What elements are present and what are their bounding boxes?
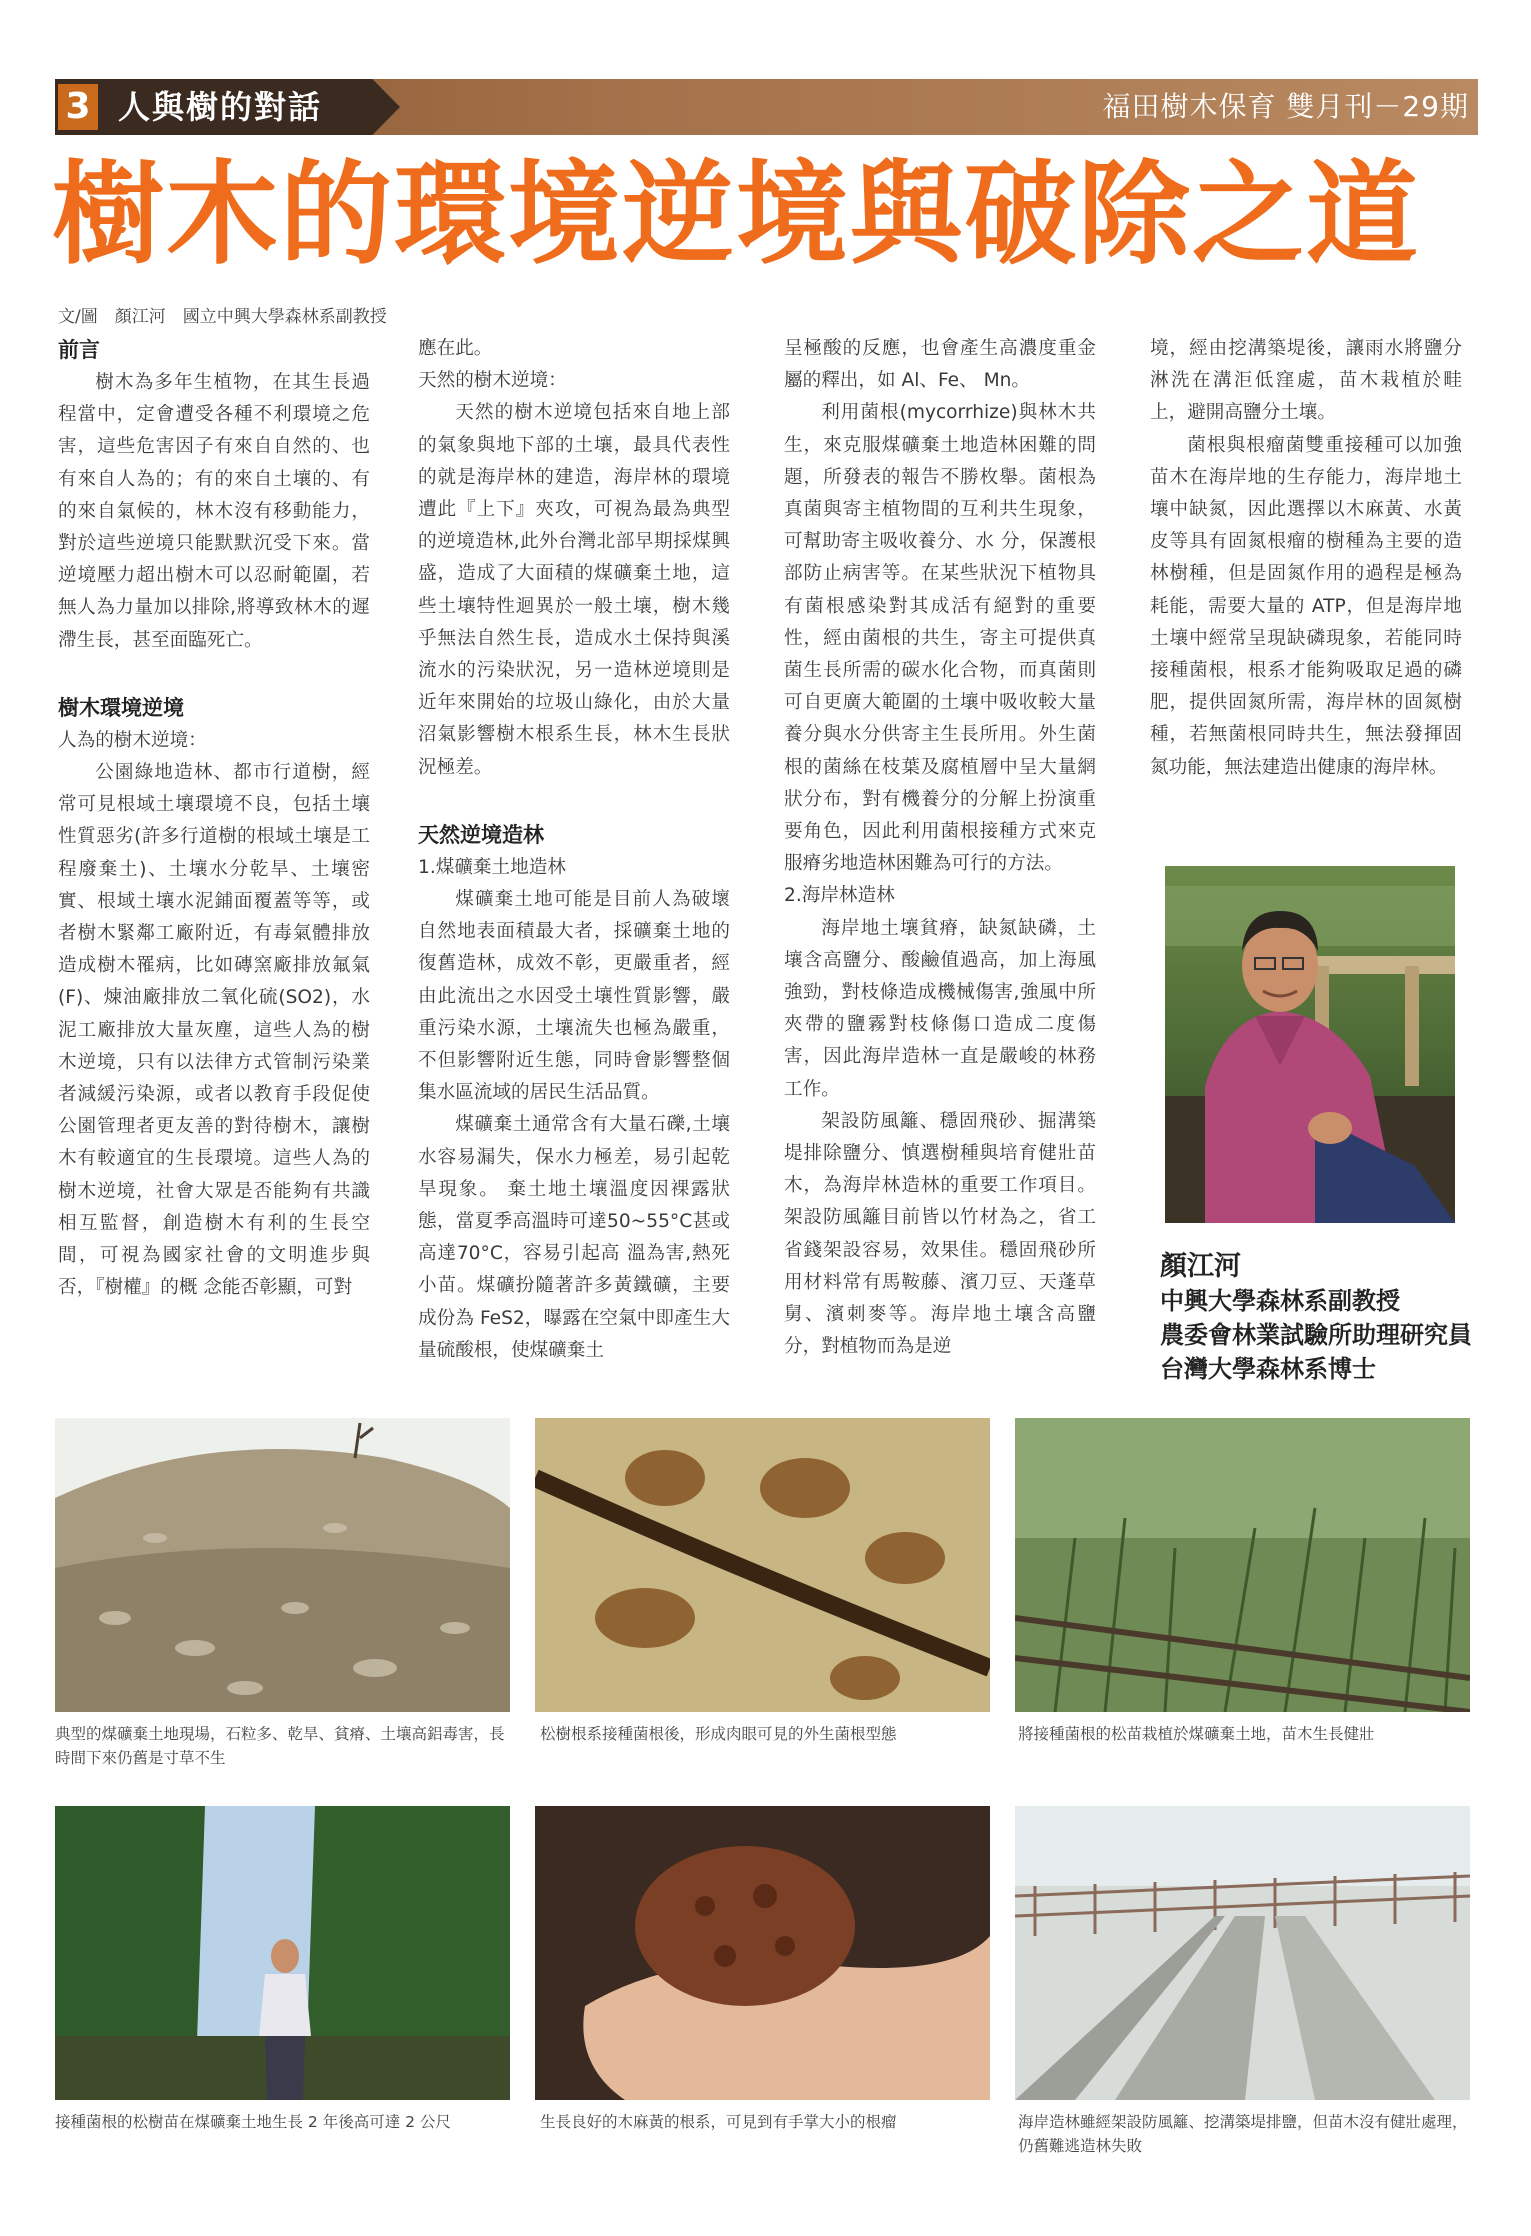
paragraph: 菌根與根瘤菌雙重接種可以加強苗木在海岸地的生存能力，海岸地土壤中缺氮，因此選擇以木麻黃、水黃皮等具有固氮根瘤的樹種為主要的造林樹種，但是固氮作用的過程是極為耗能，需要大量的 ATP，但是海岸地土壤中經常呈現缺磷現象，若能同時接種菌根，根系才能夠吸取足過的磷肥，提供固氮所需，海岸林的固氮樹種，若無菌根同時共生，無法發揮固氮功能，無法建造出健康的海岸林。	[1150, 434, 1462, 778]
photo-mycorrhiza-roots	[535, 1418, 990, 1712]
author-title-1: 中興大學森林系副教授	[1160, 1287, 1400, 1315]
photo-coastal-afforestation	[1015, 1806, 1470, 2100]
caption-1: 典型的煤礦棄土地現場，石粒多、乾旱、貧瘠、土壤高鋁毒害，長時間下來仍舊是寸草不生	[55, 1725, 505, 1767]
caption-6: 海岸造林雖經架設防風籬、挖溝築堤排鹽，但苗木沒有健壯處理，仍舊難逃造林失敗	[1018, 2113, 1468, 2155]
heading-natural-stress: 天然逆境造林	[418, 822, 544, 847]
subheading: 天然的樹木逆境：	[418, 370, 567, 392]
photo-man-with-pines	[55, 1806, 510, 2100]
photo-root-nodules-hand	[535, 1806, 990, 2100]
paragraph: 煤礦棄土通常含有大量石礫,土壤水容易漏失，保水力極差，易引起乾旱現象。 棄土地土壤溫度因裸露狀態，當夏季高溫時可達50~55°C甚或高達70°C，容易引起高 溫為害,熱死小苗。煤礦扮隨著許多黃鐵礦，主要成份為 FeS2，曝露在空氣中即產生大量硫酸根，使煤礦棄土	[418, 1114, 730, 1361]
paragraph: 煤礦棄土地可能是目前人為破壞自然地表面積最大者，採礦棄土地的復舊造林，成效不彰，更嚴重者，經由此流出之水因受土壤性質影響，嚴重污染水源，土壤流失也極為嚴重，不但影響附近生態，同時會影響整個集水區流域的居民生活品質。	[418, 889, 730, 1104]
author-title-2: 農委會林業試驗所助理研究員	[1160, 1321, 1472, 1349]
paragraph: 利用菌根(mycorrhize)與林木共生，來克服煤礦棄土地造林困難的問題，所發表的報告不勝枚舉。菌根為真菌與寄主植物間的互利共生現象，可幫助寄主吸收養分、水 分，保護根部防止病害等。在某些狀況下植物具有菌根感染對其成活有絕對的重要性，經由菌根的共生，寄主可提供真菌生長所需的碳水化合物，而真菌則可自更廣大範圍的土壤中吸收較大量養分與水分供寄主生長所用。外生菌根的菌絲在枝葉及腐植層中呈大量網狀分布，對有機養分的分解上扮演重要角色，因此利用菌根接種方式來克服瘠劣地造林困難為可行的方法。	[784, 402, 1096, 875]
subheading: 2.海岸林造林	[784, 885, 895, 907]
issue-label: 福田樹木保育 雙月刊－29期	[1102, 90, 1469, 123]
column-2	[418, 333, 730, 1367]
paragraph: 呈極酸的反應，也會產生高濃度重金屬的釋出，如 Al、Fe、 Mn。	[784, 338, 1096, 392]
paragraph: 應在此。	[418, 338, 493, 359]
heading-tree-stress: 樹木環境逆境	[58, 695, 184, 720]
author-info	[1160, 1250, 1490, 1386]
paragraph: 境，經由挖溝築堤後，讓雨水將鹽分淋洗在溝洰低窪處，苗木栽植於畦上，避開高鹽分土壤。	[1150, 338, 1462, 424]
heading-intro: 前言	[58, 338, 100, 362]
paragraph: 公園綠地造林、都市行道樹，經常可見根域土壤環境不良，包括土壤性質惡劣(許多行道樹的根域土壤是工程廢棄土)、土壤水分乾旱、土壤密實、根域土壤水泥鋪面覆蓋等等，或者樹木緊鄰工廠附近，有毒氣體排放造成樹木罹病，比如磚窯廠排放氟氣 (F)、煉油廠排放二氧化硫(SO2)，水泥工廠排放大量灰塵，這些人為的樹木逆境，只有以法律方式管制污染業者減緩污染源，或者以教育手段促使公園管理者更友善的對待樹木，讓樹木有較適宜的生長環境。這些人為的樹木逆境，社會大眾是否能夠有共識 相互監督，創造樹木有利的生長空間，可視為國家社會的文明進步與否，『樹權』的概 念能否彰顯，可對	[58, 762, 370, 1299]
caption-3: 將接種菌根的松苗栽植於煤礦棄土地，苗木生長健壯	[1018, 1725, 1375, 1743]
caption-4: 接種菌根的松樹苗在煤礦棄土地生長 2 年後高可達 2 公尺	[55, 2113, 451, 2131]
paragraph: 樹木為多年生植物，在其生長過程當中，定會遭受各種不利環境之危害，這些危害因子有來自自然的、也有來自人為的；有的來自土壤的、有的來自氣候的，林木沒有移動能力，對於這些逆境只能默默沉受下來。當逆境壓力超出樹木可以忍耐範圍，若無人為力量加以排除,將導致林木的遲滯生長，甚至面臨死亡。	[58, 372, 370, 651]
page-title: 樹木的環境逆境與破除之道	[52, 150, 1420, 280]
column-4	[1150, 333, 1462, 784]
caption-2: 松樹根系接種菌根後，形成肉眼可見的外生菌根型態	[540, 1725, 897, 1743]
byline: 文/圖 顏江河 國立中興大學森林系副教授	[58, 307, 387, 327]
author-photo	[1165, 866, 1455, 1223]
author-name: 顏江河	[1160, 1251, 1241, 1282]
author-title-3: 台灣大學森林系博士	[1160, 1355, 1376, 1383]
subheading: 人為的樹木逆境：	[58, 729, 207, 751]
photo-coal-spoil-site	[55, 1418, 510, 1712]
subheading: 1.煤礦棄土地造林	[418, 856, 566, 878]
caption-5: 生長良好的木麻黃的根系，可見到有手掌大小的根瘤	[540, 2113, 897, 2131]
photo-pine-seedlings	[1015, 1418, 1470, 1712]
column-1	[58, 333, 370, 1304]
section-title: 人與樹的對話	[118, 88, 323, 126]
paragraph: 天然的樹木逆境包括來自地上部的氣象與地下部的土壤，最具代表性的就是海岸林的建造，海岸林的環境遭此『上下』夾攻，可視為最為典型的逆境造林,此外台灣北部早期採煤興盛，造成了大面積的煤礦棄土地，這些土壤特性迴異於一般土壤，樹木幾乎無法自然生長，造成水土保持與溪流水的污染狀況，另一造林逆境則是近年來開始的垃圾山綠化，由於大量沼氣影響樹木根系生長，林木生長狀況極差。	[418, 402, 730, 778]
paragraph: 架設防風籬、穩固飛砂、掘溝築堤排除鹽分、慎選樹種與培育健壯苗木，為海岸林造林的重要工作項目。架設防風籬目前皆以竹材為之，省工省錢架設容易，效果佳。穩固飛砂所用材料常有馬鞍藤、濱刀豆、天蓬草舅、濱刺麥等。海岸地土壤含高鹽分，對植物而為是逆	[784, 1110, 1096, 1358]
paragraph: 海岸地土壤貧瘠，缺氮缺磷，土壤含高鹽分、酸鹼值過高，加上海風強勁，對枝條造成機械傷害,強風中所夾帶的鹽霧對枝條傷口造成二度傷害，因此海岸造林一直是嚴峻的林務工作。	[784, 917, 1096, 1100]
column-3	[784, 333, 1096, 1364]
section-number: 3	[58, 84, 98, 130]
